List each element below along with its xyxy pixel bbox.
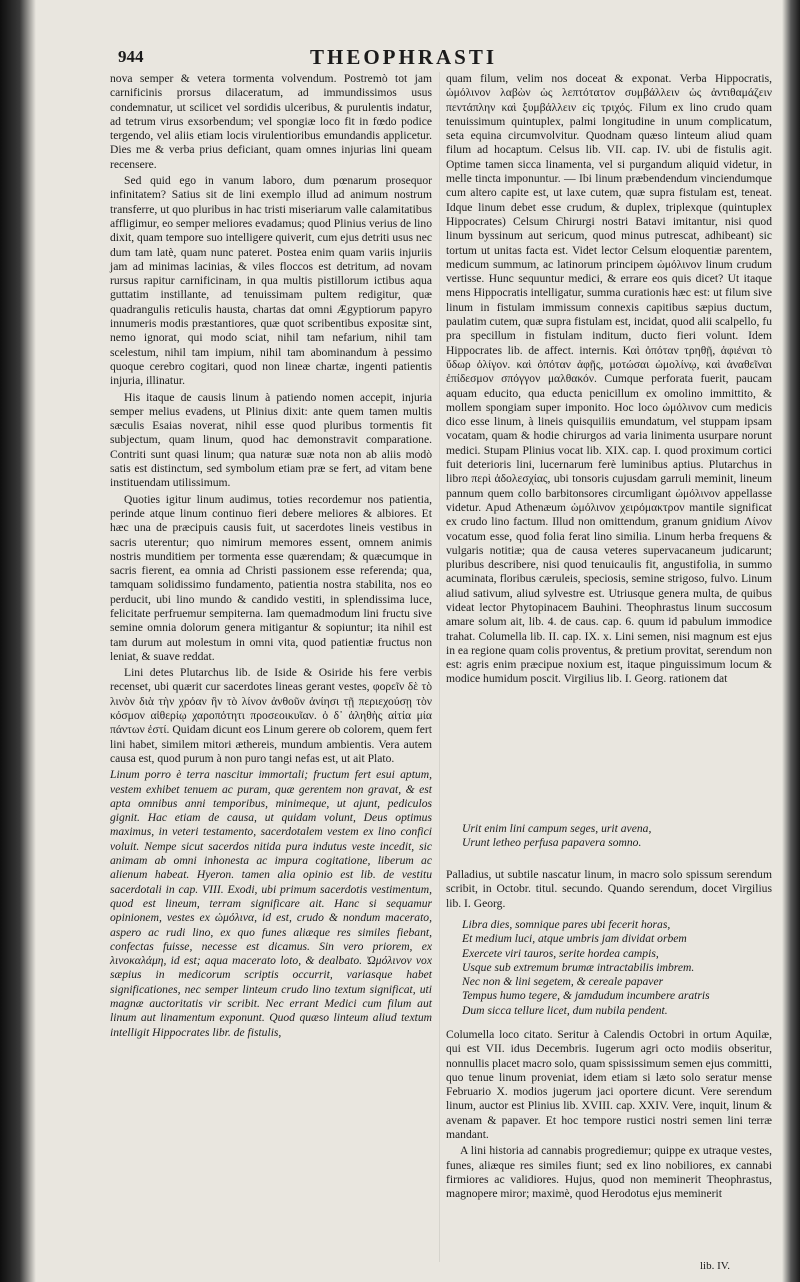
running-title: THEOPHRASTI <box>310 45 498 69</box>
closing-paragraphs <box>446 1028 772 1202</box>
verse-quote-2 <box>462 918 772 1018</box>
verse-line: Tempus humo tegere, & jamdudum incumbere aratris <box>462 989 710 1003</box>
verse-line: Libra dies, somnique pares ubi fecerit horas, <box>462 918 671 931</box>
verse-line: Exercete viri tauros, serite hordea campis, <box>462 946 659 960</box>
page-number: 944 <box>118 47 144 66</box>
paragraph: quam filum, velim nos doceat & exponat. Verba Hippocratis, ὠμόλινον λαβὼν ὡς λεπτότατον συμβάλλειν ὡς ἀντιθαμάζειν πεντάπλην καὶ ξυμβάλλειν εἰς τριχός. Filum ex lino crudo quam tenuissimum quintuplex, palmi longitudine in unum complicatum, seta equina circumvolvitur. Quodnam quæso linteum aliud quam filum ad hocaptum. Celsus lib. VII. cap. IV. ubi de fistulis agit. Optime tamen sicca linamenta, vel si purgandum aliquid videtur, in melle tincta imponuntur. — Ibi linum præbendendum vinciendumque cum altero capite est, ut laxe cutem, quæ supra fistulam est, teneat. Idque linum debet esse crudum, & duplex, triplexque (quintuplex Hippocrates) Celsum Chirurgi nostri Batavi imitantur, nisi quod linum byssinum aut sericum, quod minus putrescat, adhibeant) sic tortum ut unitas facta est. Videt lector Celsum eloquentiæ parentem, medicum summum, ac latinorum principem ὠμόλινον linum crudum vertisse. Hunc sequuntur medici, & errare eos quis dicet? Ut itaque mens Hippocratis intelligatur, summa curationis hæc est: ut filum sive linum in fistulam immissum connexis capitibus sæpius ductum, paulatim cutem, quæ supra fistulam est, incidat, quod alii scalpello, fu pra specillum in fistulam inditum, ducto fieri volunt. Idem Hippocrates lib. de affect. internis. Καὶ ὁπόταν τρηθῇ, ἀφιέναι τὸ ὕδωρ ὀλίγον. καὶ ὁπόταν ἀφῇς, μοτώσαι ὠμολίνῳ, καὶ ἀναθεῖναι ἐπίδεσμον σπόγγον μαλθακόν. Cumque perforata fuerit, paucam aquam educito, qua educta penicillum ex omolino immittito, & mollem spongiam super imponito. Hoc loco ὠμόλινον cum medicis dico esse linum, à lineis quisquiliis emundatum, vel stuppam ipsam vocatam, quam & hodie chirurgos ad varia linimenta usurpare norunt medici. Stupam Plinius vocat lib. XIX. cap. I. quod proximum cortici fuit deterioris lini, lucernarum ferè luminibus aptius. Plutarchus in libro περὶ ἀδολεσχίας, ubi tonsoris cujusdam garruli meminit, lineum pannum quem collo barbitonsores circumligant ὠμόλινον appellasse videtur. Apud Athenæum ὠμόλινον χειρόμακτρον mantile significat ex crudo lino factum. Illud non omittendum, granum gnidium Λίνον vocatum esse, quod folia ferat lino similia. Linum herba frequens & vulgaris notitiæ; qua de causa veteres supervacaneum judicarunt; pluribus describere, nisi quod tenuicaulis fit, angustifolia, in summo acuminata, floribus cæruleis, speciosis, semine strigoso, fulvo. Linum aliud sativum, aliud sylvestre est. Utriusque genera multa, de quibus videat lector Phytopinacem Bauhini. Theophrastus linum succosum amare solum ait, lib. 4. de caus. cap. 6. quum id pabulum immodice trahat. Columella lib. II. cap. IX. x. Lini semen, nisi magnum est ejus in ea regione quam colis proventus, & pretium provitat, serendum non est: agris enim præcipue noxium est, itaque pinguissimum locum & modice humidum poscit. Virgilius lib. I. Georg. rationem dat <box>446 72 772 686</box>
paragraph: His itaque de causis linum à patiendo nomen accepit, injuria semper melius evadens, ut Plinius dixit: ante quem tamen multis sæculis Esaias noverat, nihil esse quod pluribus tormentis fit subjectum, quam linum, quod hac demonstravit comparatione. Contriti sunt quasi linum; qua naturæ suæ nota non ab aliis modò satis est distinctum, sed symbolum etiam præ se fert, ad vitam bene instituendam utilissimum. <box>110 390 432 490</box>
left-column <box>110 72 432 1042</box>
column-gutter <box>439 72 440 1262</box>
verse-quote-1 <box>462 822 762 851</box>
paragraph: Sed quid ego in vanum laboro, dum pœnarum prosequor infinitatem? Satius sit de lini exemplo illud ad animum nostrum transferre, ut quo pluribus in hac tristi miseriarum valle calamitatibus affligimur, eo semper meliores evadamus; quod Plinius verius de lino dixit, quam tempore suo intelligere quiverit, cum ejus detriti usus nec dum tam latè, quam nunc pateret. Postea enim quam variis injuriis jam ad minimas lacinias, & viles floccos est detritum, ad novam rursus rapitur carnificinam, in qua multis pistillorum ictibus aqua guttatim instillante, ad tenuissimam pultem redigitur, quæ quadrangulis reticulis hausta, chartas dat omni Ægyptiorum papyro innumeris modis præstantiores, quæ quot scribentibus expositæ sint, nemo ignorat, qui modo sciat, nihil tam nefarium, nihil tam scelestum, nihil tam impium, nihil tam abominandum à pessimo quoque cerebro cogitari, quod non lineæ chartæ, ingenti patientis injuria, illinatur. <box>110 174 432 388</box>
paragraph: A lini historia ad cannabis progrediemur; quippe ex utraque vestes, funes, aliæque res similes fiunt; sed ex lino nobiliores, ex cannabi firmiores ac validiores. Hujus, quod non meminerit Theophrastus, magnopere miror; maximè, quod Herodotus ejus meminerit <box>446 1144 772 1201</box>
page-header <box>118 45 798 71</box>
verse-line: Et medium luci, atque umbris jam dividat orbem <box>462 932 687 946</box>
verse-line: Usque sub extremum brumæ intractabilis imbrem. <box>462 960 695 974</box>
verse-line: Nec non & lini segetem, & cereale papaver <box>462 975 664 989</box>
verse-line: Urit enim lini campum seges, urit avena, <box>462 822 652 835</box>
verse-line: Dum sicca tellure licet, dum nubila pendent. <box>462 1003 668 1017</box>
paragraph: Lini detes Plutarchus lib. de Iside & Osiride his fere verbis recenset, ubi quærit cur sacerdotes lineas gerant vestes, φορεῖν δὲ τὸ λινὸν διὰ τὴν χρόαν ἣν τὸ λίνον ἀνθοῦν ἀνίησι τῇ περιεχούσῃ τὸν κόσμον αἰθερίῳ χαροπότητι προσεοικυῖαν. ὁ δ᾽ ἀληθὴς αἰτία μία πάντων ἐστί. Quidam dicunt eos Linum gerere ob colorem, quem fert lini habet, similem mitori æthereis, mundum ambientis. Vera autem causa est, quod purum à non puro tangi nefas est, ut ait Plato. <box>110 666 432 765</box>
right-column <box>446 72 772 812</box>
middle-paragraph: Palladius, ut subtile nascatur linum, in macro solo spissum serendum scribit, in Octobr. titul. secundo. Quando serendum, docet Virgilius lib. I. Georg. <box>446 868 772 910</box>
paragraph: Quoties igitur linum audimus, toties recordemur nos patientia, perinde atque linum continuo fieri debere meliores & albiores. Et hæc una de præcipuis causis fuit, ut sacerdotes lineis vestibus in sacris uterentur; quo nimirum memores essent, omnem animis nostris munditiem per tormenta esse quærendam; & quæcumque in sacris fierent, ea omnia ad Christi passionem esse referenda; qua, tamquam solidissimo fundamento, patientia nostra stabilita, nos eo perducit, ubi lino mundo & candido vestiti, in splendissima luce, felicitate perfruemur sempiterna. Iam quemadmodum lini fructu sive semine omnia dolorum genera mitigantur & sopiuntur; ita nihil est tam durum aut molestum in omni vita, quod patientiæ fructus non leniat, & suave reddat. <box>110 492 432 663</box>
paragraph: Columella loco citato. Seritur à Calendis Octobri in ortum Aquilæ, qui est VII. idus Decembris. Iugerum agri octo modiis obseritur, nonnullis placet macro solo, quam spississimum semen ejus committi, quo tenue linum proveniat, idem etiam si læto solo seratur mense Februario X. modios jugerum jaci oportere dicunt. Vere serendum linum, auctor est Plinius lib. XVIII. cap. XXIV. Vere, inquit, linum & avenam & papaver. Et hoc tempore rustici nostri semen lini terræ mandant. <box>446 1028 772 1142</box>
paragraph: nova semper & vetera tormenta volvendum. Postremò tot jam carnificinis prorsus dilaceratum, ad immundissimos usus condemnatur, ut scilicet vel sordidis ulceribus, & purulentis indatur, ad tetrum virus exsorbendum; vel spongiæ loco fit in fœdo podice tergendo, vel aliis etiam locis virulentioribus emundandis applicetur. Dies me & verba prius deficiant, quam omnes injurias lini queam recensere. <box>110 72 432 171</box>
catchword: lib. IV. <box>700 1260 731 1272</box>
verse-line: Urunt letheo perfusa papavera somno. <box>462 836 642 850</box>
paragraph: Linum porro è terra nascitur immortali; fructum fert esui aptum, vestem exhibet tenuem ac puram, quæ gerentem non gravat, & est apta omnibus anni temporibus, minimeque, ut ajunt, pediculos gignit. Hac etiam de causa, ut quidam volunt, Deus optimus maximus, in veteri testamento, sacerdotalem vestem ex lino confici voluit. Nempe sicut sacerdos nitida pura indutus veste incedit, sic animam ab omni inhonesta ac impura cogitatione, liberum ac alienum habeat. Hyeron. tamen alia opinio est lib. de vestitu sacerdotali in cap. VIII. Exodi, ubi primum sacerdotis vestimentum, quod est lineum, terram significare ait. Hanc si sequamur opinionem, vestes ex ὠμόλινα, id est, crudo & nondum macerato, aspero ac rudi lino, ex quo funes aliæque res similes fiebant, confectas fuisse, necesse est dicamus. Sin vero priorem, ex λινοκαλάμη, id est; aqua macerato loto, & dealbato. Ὠμόλινον vox sæpius in medicorum scriptis occurrit, variasque habet significationes, nec semper linteum crudo lino textum significat, uti magnæ auctoritatis vir scribit. Nec errant Medici cum filum aut linum aut linamentum exponunt. Quod quæso linteum aliud textum intelligit Hippocrates libr. de fistulis, <box>110 768 432 1039</box>
